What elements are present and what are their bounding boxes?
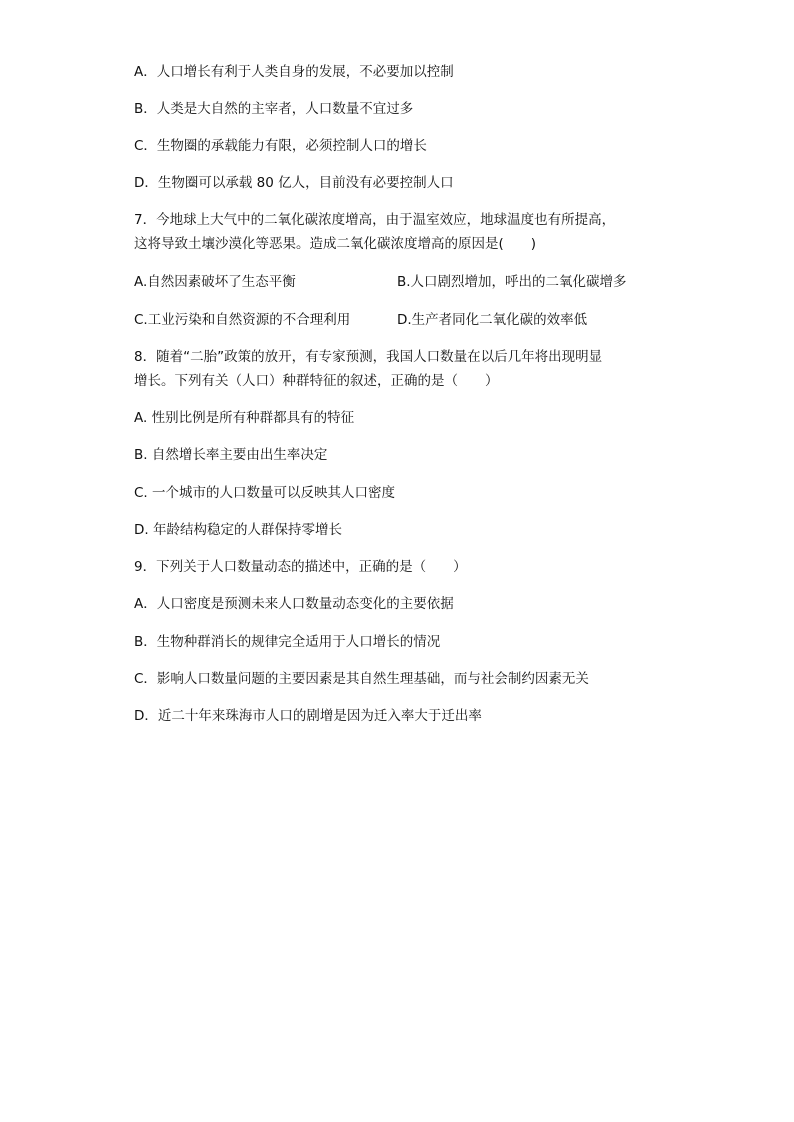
q6-option-b: B．人类是大自然的主宰者，人口数量不宜过多 <box>134 101 414 117</box>
q6-option-d: D．生物圈可以承载 80 亿人，目前没有必要控制人口 <box>134 175 454 191</box>
q7-option-c: C.工业污染和自然资源的不合理利用 <box>134 312 351 328</box>
q9-option-c: C．影响人口数量问题的主要因素是其自然生理基础，而与社会制约因素无关 <box>134 671 589 687</box>
q9-option-b: B．生物种群消长的规律完全适用于人口增长的情况 <box>134 634 441 650</box>
q9-option-d: D．近二十年来珠海市人口的剧增是因为迁入率大于迁出率 <box>134 708 482 724</box>
q6-option-c: C．生物圈的承载能力有限，必须控制人口的增长 <box>134 138 427 154</box>
q7-option-a: A.自然因素破坏了生态平衡 <box>134 274 296 290</box>
q7-stem-line1: 7．今地球上大气中的二氧化碳浓度增高，由于温室效应，地球温度也有所提高， <box>134 212 616 228</box>
q8-option-c: C. 一个城市的人口数量可以反映其人口密度 <box>134 485 396 501</box>
q8-option-d: D. 年龄结构稳定的人群保持零增长 <box>134 522 342 538</box>
q7-stem-line2: 这将导致土壤沙漠化等恶果。造成二氧化碳浓度增高的原因是( ) <box>134 236 537 252</box>
q9-option-a: A．人口密度是预测未来人口数量动态变化的主要依据 <box>134 596 454 612</box>
q9-stem: 9．下列关于人口数量动态的描述中，正确的是（ ） <box>134 559 467 575</box>
q8-stem-line2: 增长。下列有关（人口）种群特征的叙述，正确的是（ ） <box>134 373 499 389</box>
q7-option-d: D.生产者同化二氧化碳的效率低 <box>397 312 588 328</box>
q7-option-b: B.人口剧烈增加，呼出的二氧化碳增多 <box>397 274 627 290</box>
q8-stem-line1: 8．随着“二胎”政策的放开，有专家预测，我国人口数量在以后几年将出现明显 <box>134 349 603 365</box>
q6-option-a: A．人口增长有利于人类自身的发展，不必要加以控制 <box>134 64 454 80</box>
q8-option-b: B. 自然增长率主要由出生率决定 <box>134 447 328 463</box>
q8-option-a: A. 性别比例是所有种群都具有的特征 <box>134 410 355 426</box>
